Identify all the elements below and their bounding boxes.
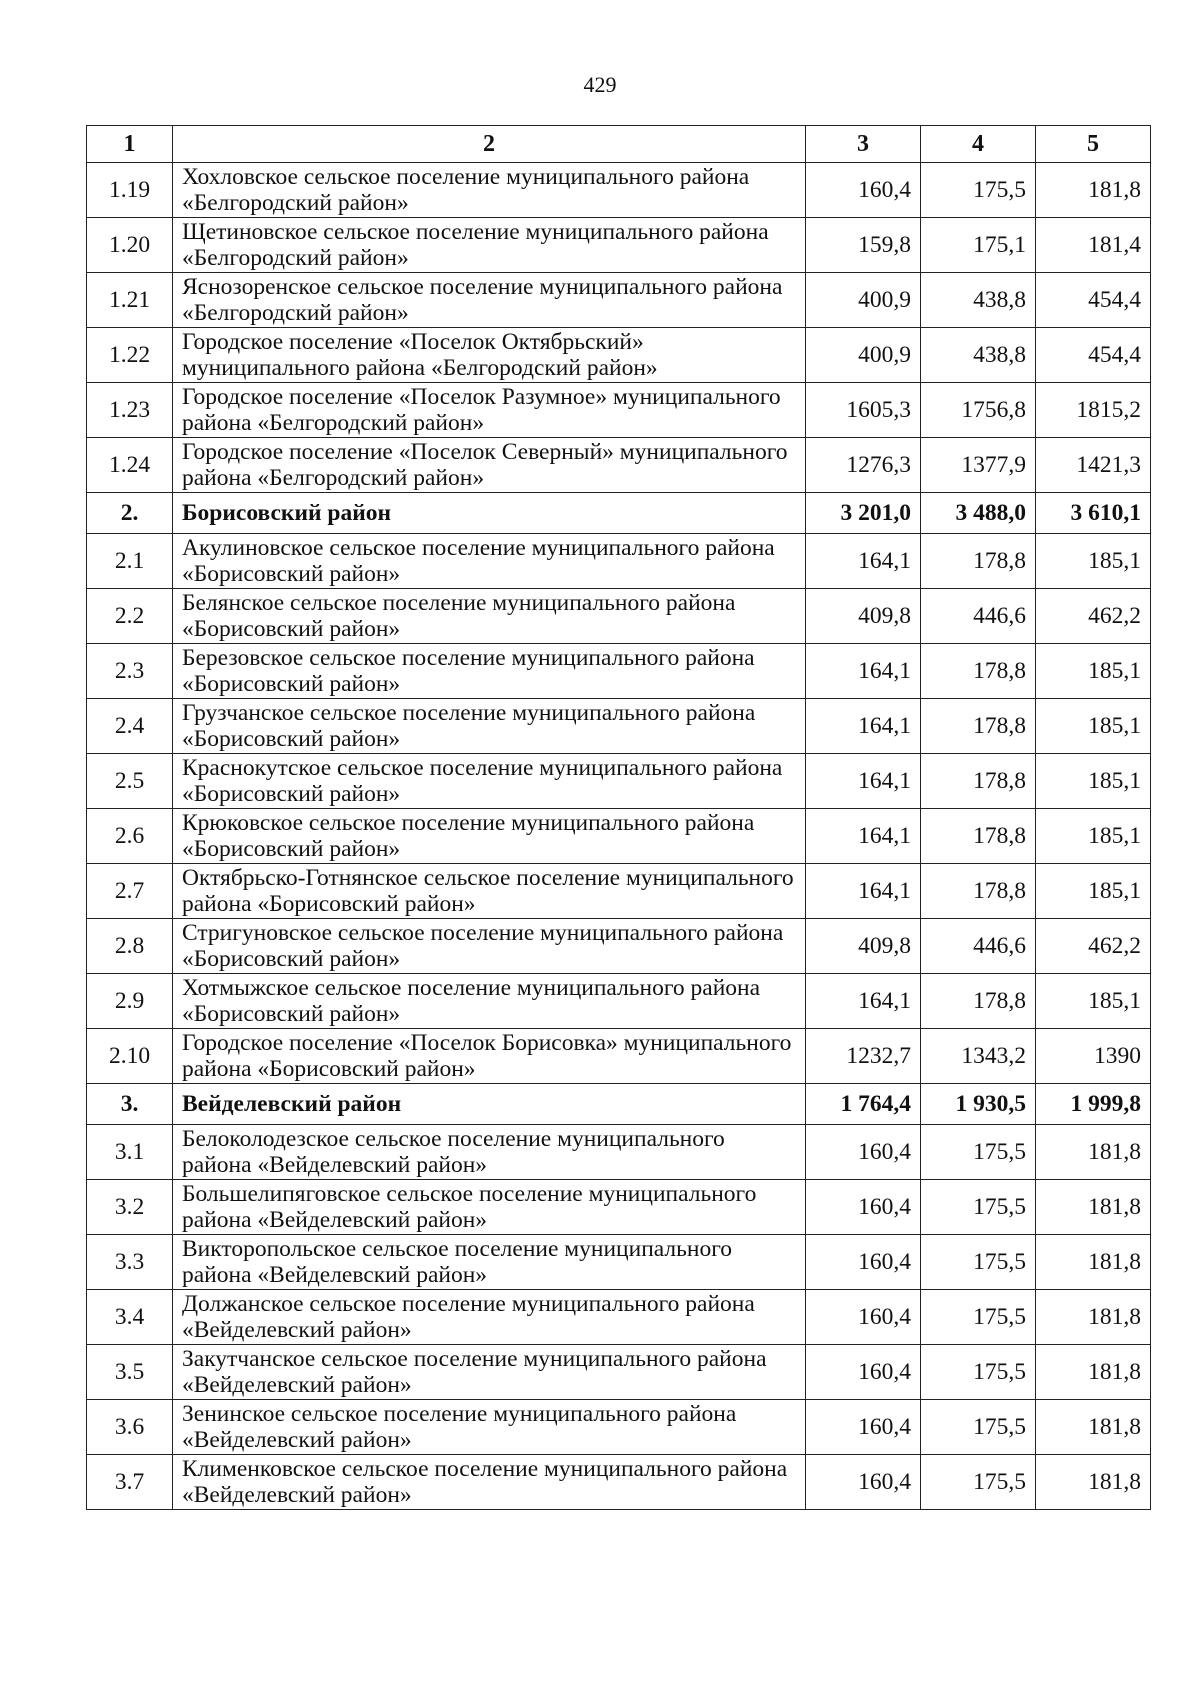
row-name-cell: Большелипяговское сельское поселение муниципального района «Вейделевский район» xyxy=(173,1180,806,1235)
table-row xyxy=(87,1400,1151,1455)
row-name-cell: Белянское сельское поселение муниципального района «Борисовский район» xyxy=(173,589,806,644)
table-row xyxy=(87,864,1151,919)
value-col-3-cell: 160,4 xyxy=(806,1180,921,1235)
row-number-cell: 3.3 xyxy=(87,1235,173,1290)
value-col-3-cell: 160,4 xyxy=(806,1345,921,1400)
value-col-5-cell: 454,4 xyxy=(1036,328,1151,383)
row-number-cell: 2.3 xyxy=(87,644,173,699)
value-col-4-cell: 175,5 xyxy=(921,1345,1036,1400)
value-col-3-cell: 164,1 xyxy=(806,754,921,809)
row-name-cell: Городское поселение «Поселок Северный» муниципального района «Белгородский район» xyxy=(173,438,806,493)
row-number-cell: 2.8 xyxy=(87,919,173,974)
table-row xyxy=(87,699,1151,754)
row-number-cell: 1.19 xyxy=(87,163,173,218)
value-col-3-cell: 164,1 xyxy=(806,974,921,1029)
value-col-4-cell: 3 488,0 xyxy=(921,493,1036,534)
value-col-5-cell: 1421,3 xyxy=(1036,438,1151,493)
table-row xyxy=(87,809,1151,864)
value-col-4-cell: 175,1 xyxy=(921,218,1036,273)
value-col-4-cell: 1377,9 xyxy=(921,438,1036,493)
table-row xyxy=(87,1029,1151,1084)
value-col-3-cell: 409,8 xyxy=(806,589,921,644)
row-name-cell: Борисовский район xyxy=(173,493,806,534)
row-number-cell: 1.22 xyxy=(87,328,173,383)
row-number-cell: 1.24 xyxy=(87,438,173,493)
row-name-cell: Акулиновское сельское поселение муниципального района «Борисовский район» xyxy=(173,534,806,589)
row-name-cell: Вейделевский район xyxy=(173,1084,806,1125)
row-number-cell: 3.2 xyxy=(87,1180,173,1235)
value-col-4-cell: 446,6 xyxy=(921,919,1036,974)
table-row xyxy=(87,589,1151,644)
table-row xyxy=(87,163,1151,218)
table-subtotal-row xyxy=(87,1084,1151,1125)
row-name-cell: Щетиновское сельское поселение муниципального района «Белгородский район» xyxy=(173,218,806,273)
value-col-3-cell: 1605,3 xyxy=(806,383,921,438)
value-col-3-cell: 160,4 xyxy=(806,163,921,218)
value-col-5-cell: 181,8 xyxy=(1036,1235,1151,1290)
value-col-5-cell: 1390 xyxy=(1036,1029,1151,1084)
value-col-4-cell: 1 930,5 xyxy=(921,1084,1036,1125)
value-col-5-cell: 181,8 xyxy=(1036,1290,1151,1345)
value-col-5-cell: 454,4 xyxy=(1036,273,1151,328)
value-col-3-cell: 159,8 xyxy=(806,218,921,273)
value-col-3-cell: 160,4 xyxy=(806,1290,921,1345)
table-row xyxy=(87,1455,1151,1510)
value-col-5-cell: 181,8 xyxy=(1036,1180,1151,1235)
row-name-cell: Грузчанское сельское поселение муниципального района «Борисовский район» xyxy=(173,699,806,754)
value-col-3-cell: 400,9 xyxy=(806,273,921,328)
row-number-cell: 2.5 xyxy=(87,754,173,809)
value-col-4-cell: 178,8 xyxy=(921,754,1036,809)
table-row xyxy=(87,1180,1151,1235)
row-number-cell: 3. xyxy=(87,1084,173,1125)
value-col-3-cell: 3 201,0 xyxy=(806,493,921,534)
value-col-4-cell: 446,6 xyxy=(921,589,1036,644)
row-name-cell: Закутчанское сельское поселение муниципального района «Вейделевский район» xyxy=(173,1345,806,1400)
row-number-cell: 1.21 xyxy=(87,273,173,328)
value-col-5-cell: 462,2 xyxy=(1036,589,1151,644)
row-name-cell: Должанское сельское поселение муниципального района «Вейделевский район» xyxy=(173,1290,806,1345)
row-name-cell: Октябрьско-Готнянское сельское поселение муниципального района «Борисовский район» xyxy=(173,864,806,919)
value-col-4-cell: 438,8 xyxy=(921,273,1036,328)
value-col-4-cell: 175,5 xyxy=(921,1455,1036,1510)
row-name-cell: Краснокутское сельское поселение муниципального района «Борисовский район» xyxy=(173,754,806,809)
value-col-5-cell: 185,1 xyxy=(1036,809,1151,864)
value-col-4-cell: 178,8 xyxy=(921,864,1036,919)
row-number-cell: 2.2 xyxy=(87,589,173,644)
value-col-4-cell: 175,5 xyxy=(921,1180,1036,1235)
table-row xyxy=(87,328,1151,383)
value-col-5-cell: 185,1 xyxy=(1036,699,1151,754)
row-number-cell: 2.1 xyxy=(87,534,173,589)
value-col-5-cell: 181,8 xyxy=(1036,1400,1151,1455)
value-col-4-cell: 178,8 xyxy=(921,699,1036,754)
table-row xyxy=(87,1125,1151,1180)
table-row xyxy=(87,1290,1151,1345)
value-col-4-cell: 178,8 xyxy=(921,809,1036,864)
value-col-5-cell: 185,1 xyxy=(1036,974,1151,1029)
table-row xyxy=(87,534,1151,589)
row-number-cell: 3.6 xyxy=(87,1400,173,1455)
value-col-4-cell: 175,5 xyxy=(921,1125,1036,1180)
table-row xyxy=(87,754,1151,809)
value-col-4-cell: 175,5 xyxy=(921,163,1036,218)
table-row xyxy=(87,644,1151,699)
value-col-4-cell: 178,8 xyxy=(921,974,1036,1029)
header-col-1: 1 xyxy=(87,126,173,163)
row-number-cell: 3.5 xyxy=(87,1345,173,1400)
header-col-5: 5 xyxy=(1036,126,1151,163)
value-col-5-cell: 181,8 xyxy=(1036,1455,1151,1510)
row-name-cell: Хотмыжское сельское поселение муниципального района «Борисовский район» xyxy=(173,974,806,1029)
value-col-3-cell: 164,1 xyxy=(806,809,921,864)
row-name-cell: Городское поселение «Поселок Октябрьский» муниципального района «Белгородский район» xyxy=(173,328,806,383)
row-number-cell: 3.1 xyxy=(87,1125,173,1180)
table-row xyxy=(87,1235,1151,1290)
row-name-cell: Клименковское сельское поселение муниципального района «Вейделевский район» xyxy=(173,1455,806,1510)
value-col-5-cell: 185,1 xyxy=(1036,644,1151,699)
value-col-5-cell: 185,1 xyxy=(1036,754,1151,809)
value-col-3-cell: 164,1 xyxy=(806,644,921,699)
value-col-4-cell: 1343,2 xyxy=(921,1029,1036,1084)
value-col-4-cell: 178,8 xyxy=(921,534,1036,589)
value-col-3-cell: 409,8 xyxy=(806,919,921,974)
header-col-4: 4 xyxy=(921,126,1036,163)
value-col-3-cell: 400,9 xyxy=(806,328,921,383)
page-number: 429 xyxy=(583,72,617,97)
row-name-cell: Яснозоренское сельское поселение муниципального района «Белгородский район» xyxy=(173,273,806,328)
row-name-cell: Викторопольское сельское поселение муниципального района «Вейделевский район» xyxy=(173,1235,806,1290)
row-name-cell: Крюковское сельское поселение муниципального района «Борисовский район» xyxy=(173,809,806,864)
value-col-3-cell: 160,4 xyxy=(806,1400,921,1455)
row-name-cell: Городское поселение «Поселок Разумное» муниципального района «Белгородский район» xyxy=(173,383,806,438)
value-col-5-cell: 3 610,1 xyxy=(1036,493,1151,534)
table-header-row xyxy=(87,126,1151,163)
table-row xyxy=(87,974,1151,1029)
value-col-5-cell: 185,1 xyxy=(1036,534,1151,589)
row-number-cell: 3.4 xyxy=(87,1290,173,1345)
data-table xyxy=(86,125,1151,1510)
row-number-cell: 2.10 xyxy=(87,1029,173,1084)
value-col-5-cell: 1815,2 xyxy=(1036,383,1151,438)
value-col-5-cell: 181,8 xyxy=(1036,163,1151,218)
value-col-5-cell: 462,2 xyxy=(1036,919,1151,974)
row-number-cell: 3.7 xyxy=(87,1455,173,1510)
value-col-3-cell: 164,1 xyxy=(806,864,921,919)
header-col-2: 2 xyxy=(173,126,806,163)
value-col-5-cell: 185,1 xyxy=(1036,864,1151,919)
table-row xyxy=(87,273,1151,328)
value-col-5-cell: 1 999,8 xyxy=(1036,1084,1151,1125)
value-col-3-cell: 164,1 xyxy=(806,699,921,754)
header-col-3: 3 xyxy=(806,126,921,163)
value-col-4-cell: 175,5 xyxy=(921,1290,1036,1345)
value-col-3-cell: 160,4 xyxy=(806,1455,921,1510)
row-name-cell: Стригуновское сельское поселение муниципального района «Борисовский район» xyxy=(173,919,806,974)
row-number-cell: 2.4 xyxy=(87,699,173,754)
value-col-4-cell: 178,8 xyxy=(921,644,1036,699)
value-col-5-cell: 181,8 xyxy=(1036,1345,1151,1400)
value-col-3-cell: 160,4 xyxy=(806,1125,921,1180)
row-number-cell: 2.9 xyxy=(87,974,173,1029)
value-col-5-cell: 181,8 xyxy=(1036,1125,1151,1180)
row-name-cell: Хохловское сельское поселение муниципального района «Белгородский район» xyxy=(173,163,806,218)
value-col-3-cell: 1 764,4 xyxy=(806,1084,921,1125)
value-col-4-cell: 175,5 xyxy=(921,1235,1036,1290)
table-row xyxy=(87,218,1151,273)
row-number-cell: 1.20 xyxy=(87,218,173,273)
row-name-cell: Зенинское сельское поселение муниципального района «Вейделевский район» xyxy=(173,1400,806,1455)
row-name-cell: Белоколодезское сельское поселение муниципального района «Вейделевский район» xyxy=(173,1125,806,1180)
row-number-cell: 2.6 xyxy=(87,809,173,864)
table-row xyxy=(87,919,1151,974)
row-name-cell: Городское поселение «Поселок Борисовка» муниципального района «Борисовский район» xyxy=(173,1029,806,1084)
row-number-cell: 2.7 xyxy=(87,864,173,919)
value-col-4-cell: 175,5 xyxy=(921,1400,1036,1455)
row-name-cell: Березовское сельское поселение муниципального района «Борисовский район» xyxy=(173,644,806,699)
table-row xyxy=(87,438,1151,493)
table-row xyxy=(87,1345,1151,1400)
value-col-3-cell: 160,4 xyxy=(806,1235,921,1290)
row-number-cell: 2. xyxy=(87,493,173,534)
table-subtotal-row xyxy=(87,493,1151,534)
value-col-3-cell: 164,1 xyxy=(806,534,921,589)
row-number-cell: 1.23 xyxy=(87,383,173,438)
value-col-3-cell: 1276,3 xyxy=(806,438,921,493)
value-col-3-cell: 1232,7 xyxy=(806,1029,921,1084)
value-col-4-cell: 1756,8 xyxy=(921,383,1036,438)
value-col-5-cell: 181,4 xyxy=(1036,218,1151,273)
value-col-4-cell: 438,8 xyxy=(921,328,1036,383)
table-body xyxy=(87,163,1151,1510)
table-row xyxy=(87,383,1151,438)
